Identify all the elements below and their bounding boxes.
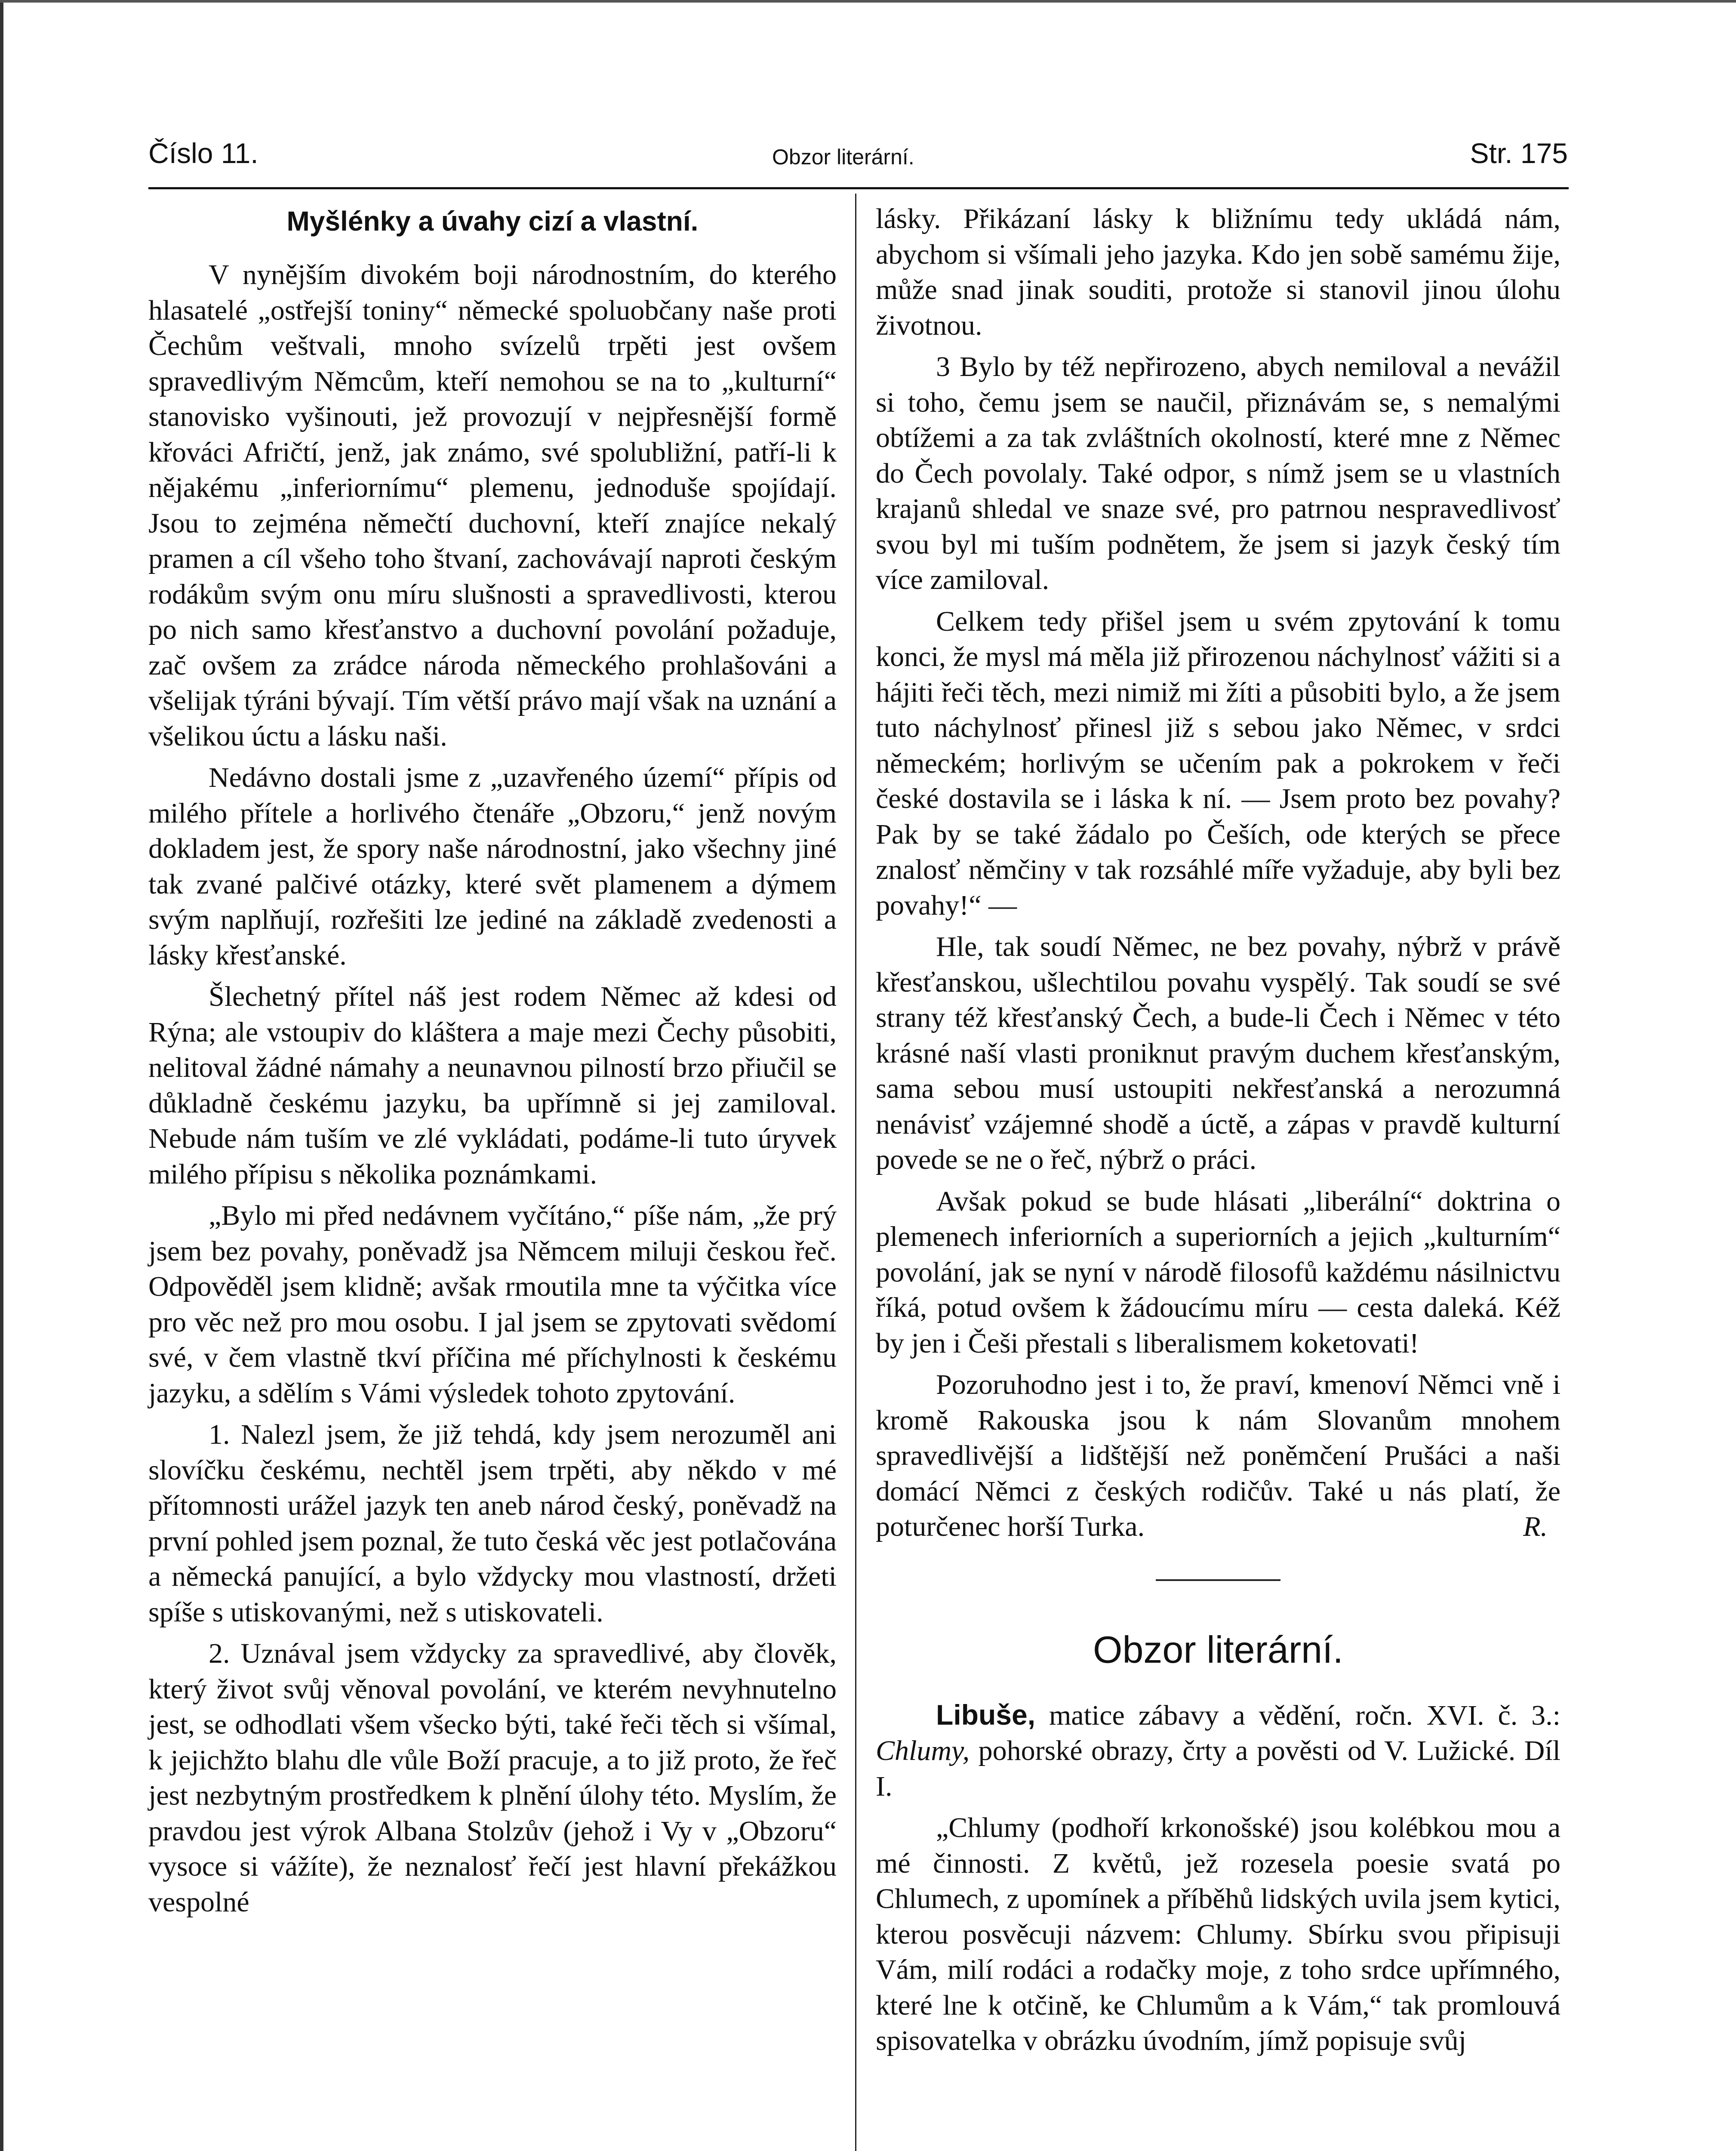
right-column [876, 201, 1561, 2065]
issue-number: Číslo 11. [148, 137, 259, 169]
paragraph: Celkem tedy přišel jsem u svém zpytování k tomu konci, že mysl má měla již přirozenou náchylnosť vážiti si a hájiti řeči těch, mezi nimiž mi žíti a působiti bylo, a že jsem tuto náchylnosť přinesl již s sebou jako Němec, v srdci německém; horlivým se učením pak a pokrokem v řeči české dostavila se i láska k ní. — Jsem proto bez povahy? Pak by se také žádalo po Češích, ode kterých se přece znalosť němčiny v tak rozsáhlé míře vyžaduje, aby byli bez povahy!“ — [876, 605, 1561, 921]
paragraph: Nedávno dostali jsme z „uzavřeného území“ přípis od milého přítele a horlivého čtenáře „Obzoru,“ jenž novým dokladem jest, že spory naše národnostní, jako všechny jiné tak zvané palčivé otázky, které svět plamenem a dýmem svým naplňují, rozřešiti lze jediné na základě zvedenosti a lásky křesťanské. [148, 762, 837, 971]
periodical-details: matice zábavy a vědění, ročn. XVI. č. 3.: [1049, 1699, 1561, 1731]
work-title: Chlumy, [876, 1735, 970, 1766]
section-title: Obzor literární. [1093, 1628, 1343, 1671]
review-quote: „Chlumy (podhoří krkonošské) jsou kolébkou mou a mé činnosti. Z květů, jež rozesela poesie svatá po Chlumech, z upomínek a příběhů lidských uvila jsem kytici, kterou posvěcuji názvem: Chlumy. Sbírku svou připisuji Vám, milí rodáci a rodačky moje, z toho srdce upřímného, které lne k otčině, ke Chlumům a k Vám,“ tak promlouvá spisovatelka v obrázku úvodním, jímž popisuje svůj [876, 1812, 1561, 2056]
paragraph: lásky. Přikázaní lásky k bližnímu tedy ukládá nám, abychom si všímali jeho jazyka. Kdo jen sobě samému žije, může snad jinak souditi, protože si stanovil jinou úlohu životnou. [876, 203, 1561, 341]
page-edge-top [0, 0, 1736, 3]
paragraph: Šlechetný přítel náš jest rodem Němec až kdesi od Rýna; ale vstoupiv do kláštera a maje mezi Čechy působiti, nelitoval žádné námahy a neunavnou pilností brzo přiučil se důkladně českému jazyku, ba upřímně si jej zamiloval. Nebude nám tuším ve zlé vykládati, podáme-li tuto úryvek milého přípisu s několika poznámkami. [148, 981, 837, 1190]
paragraph: „Bylo mi před nedávnem vyčítáno,“ píše nám, „že prý jsem bez povahy, poněvadž jsa Němcem miluji českou řeč. Odpověděl jsem klidně; avšak rmoutila mne ta výčitka více pro věc než pro mou osobu. I jal jsem se zpytovati svědomí své, v čem vlastně tkví příčina mé příchylnosti k českému jazyku, a sdělím s Vámi výsledek tohoto zpytování. [148, 1200, 837, 1409]
paragraph: 3 Bylo by též nepřirozeno, abych nemiloval a nevážil si toho, čemu jsem se naučil, přiznávám se, s nemalými obtížemi a za tak zvláštních okolností, které mne z Němec do Čech povolaly. Také odpor, s nímž jsem se u vlastních krajanů shledal ve snaze své, pro patrnou nespravedlivosť svou byl mi tuším podnětem, že jsem si jazyk český tím více zamiloval. [876, 351, 1561, 595]
paragraph-text: Pozoruhodno jest i to, že praví, kmenoví Němci vně i kromě Rakouska jsou k nám Slovanům mnohem spravedlivější a lidštější než poněmčení Prušáci a naši domácí Němci z českých rodičův. Také u nás platí, že poturčenec horší Turka. [876, 1369, 1561, 1542]
paragraph: Avšak pokud se bude hlásati „liberální“ doktrina o plemenech inferiorních a superiorních a jejich „kulturním“ povolání, jak se nyní v národě filosofů každému násilnictvu říká, potud ovšem k žádoucímu míru — cesta daleká. Kéž by jen i Češi přestali s liberalismem koketovati! [876, 1185, 1561, 1359]
page-edge [0, 0, 3, 2151]
paragraph: V nynějším divokém boji národnostním, do kterého hlasatelé „ostřejší toniny“ německé spoluobčany naše proti Čechům veštvali, mnoho svízelů trpěti jest ovšem spravedlivým Němcům, kteří nemohou se na to „kulturní“ stanovisko vyšinouti, jež provozují v nejpřesnější formě křováci Afričtí, jenž, jak známo, své spolubližní, patří-li k nějakému „inferiornímu“ plemenu, jednoduše spojídají. Jsou to zejména němečtí duchovní, kteří znajíce nekalý pramen a cíl všeho toho štvaní, zachovávají naproti českým rodákům svým onu míru slušnosti a spravedlivosti, kterou po nich samo křesťanstvo a duchovní povolání požaduje, zač ovšem za zrádce národa německého prohlašováni a všelijak týráni bývají. Tím větší právo mají však na uznání a všelikou úctu a lásku naši. [148, 259, 837, 752]
work-details: pohorské obrazy, črty a pověsti od V. Lužické. Díl I. [876, 1735, 1561, 1802]
column-divider [855, 194, 856, 2151]
journal-title: Obzor literární. [772, 145, 914, 169]
article-title: Myšlénky a úvahy cizí a vlastní. [286, 206, 699, 237]
header-rule [148, 187, 1569, 189]
periodical-name: Libuše, [936, 1698, 1036, 1731]
paragraph: 2. Uznával jsem vždycky za spravedlivé, aby člověk, který život svůj věnoval povolání, ve kterém nevyhnutelno jest, se odhodlati všem všecko býti, také řeči těch si všímal, k jejichžto blahu dle vůle Boží pracuje, a to již proto, že řeč jest nezbytným prostředkem k plnění úlohy této. Myslím, že pravdou jest výrok Albana Stolzův (jehož i Vy v „Obzoru“ vysoce si vážíte), že neznalosť řečí jest hlavní překážkou vespolné [148, 1638, 837, 1918]
running-header [148, 137, 1568, 184]
paragraph [876, 1367, 1561, 1545]
section-divider [1156, 1579, 1280, 1581]
page-number: Str. 175 [1470, 137, 1568, 169]
review-lead [876, 1697, 1561, 1805]
left-column [148, 201, 837, 1926]
paragraph: Hle, tak soudí Němec, ne bez povahy, nýbrž v právě křesťanskou, ušlechtilou povahu vyspělý. Tak soudí se své strany též křesťanský Čech, a bude-li Čech i Němec v této krásné naší vlasti proniknut pravým duchem křesťanským, sama sebou musí ustoupiti nekřesťanská a nerozumná nenávisť vzájemné shodě a úctě, a zápas v pravdě kulturní povede se ne o řeč, nýbrž o práci. [876, 931, 1561, 1175]
paragraph: 1. Nalezl jsem, že již tehdá, kdy jsem nerozuměl ani slovíčku českému, nechtěl jsem trpěti, aby někdo v mé přítomnosti urážel jazyk ten aneb národ český, poněvadž na první pohled jsem poznal, že tuto česká věc jest potlačována a německá panující, a bylo vždycky mou vlastností, držeti spíše s utiskovanými, než s utiskovateli. [148, 1419, 837, 1628]
author-signature: R. [1523, 1511, 1548, 1542]
